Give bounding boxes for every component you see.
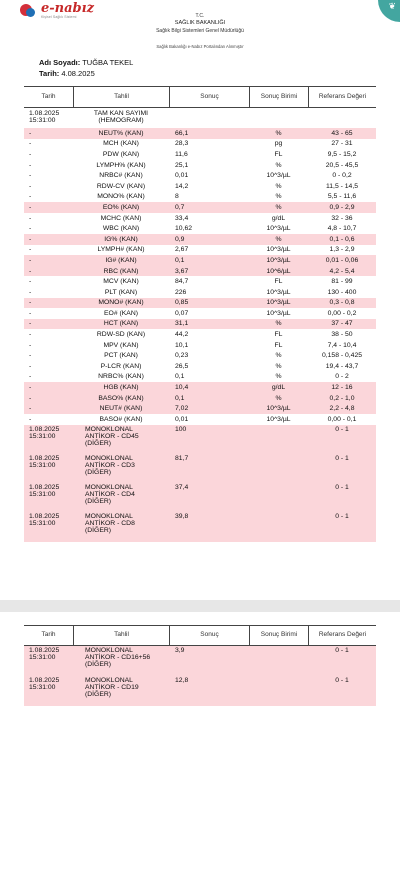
table-row — [24, 149, 376, 160]
row-result: 0,1 — [175, 373, 185, 381]
row-date — [24, 676, 73, 691]
logo-subtitle: Kişisel Sağlık Sistemi — [41, 15, 77, 19]
page-separator — [0, 600, 400, 612]
row-unit: FL — [274, 331, 283, 339]
panel-date: 1.08.2025 15:31:00 — [29, 110, 60, 125]
row-date: - — [29, 235, 32, 243]
row-ref: 0,00 - 0,1 — [327, 415, 357, 423]
row-date: - — [29, 384, 32, 392]
results-rows — [24, 128, 376, 425]
row-test-line: ANTİKOR - CD45 — [85, 432, 139, 440]
row-test: RDW-CV (KAN) — [96, 182, 146, 190]
row-test: EO# (KAN) — [104, 309, 138, 317]
row-result: 0,01 — [175, 172, 189, 180]
logo-name: e-nabız — [41, 1, 94, 16]
row-date — [24, 454, 73, 469]
row-result: 28,3 — [175, 140, 189, 148]
row-unit: % — [275, 235, 282, 243]
table-row — [24, 414, 376, 425]
table-row — [24, 255, 376, 266]
row-date: - — [29, 278, 32, 286]
row-ref: 0,2 - 1,0 — [329, 394, 355, 402]
row-test-line: ANTİKOR - CD4 — [85, 490, 135, 498]
report-date-value: 4.08.2025 — [61, 69, 95, 78]
row-result: 11,6 — [175, 150, 188, 158]
row-test-line: MONOKLONAL — [85, 677, 133, 684]
row-ref: 1,3 - 2,9 — [329, 246, 355, 254]
antibody-row — [24, 646, 376, 676]
report-page-2 — [0, 612, 400, 888]
row-result: 14,2 — [175, 182, 189, 190]
row-test-line: (DİĞER) — [85, 691, 112, 698]
row-test: LYMPH# (KAN) — [97, 246, 145, 254]
row-ref: 0,1 - 0,6 — [329, 235, 355, 243]
row-test: MPV (KAN) — [103, 341, 139, 349]
row-ref: 0,9 - 2,9 — [329, 203, 355, 211]
row-unit: % — [275, 394, 282, 402]
row-unit: FL — [274, 150, 283, 158]
row-date: - — [29, 172, 32, 180]
row-unit: % — [275, 373, 282, 381]
row-test — [73, 676, 169, 698]
row-test: P-LCR (KAN) — [100, 362, 142, 370]
ministry-emblem-icon: ❦ — [378, 0, 400, 22]
results-table-2 — [24, 625, 376, 706]
row-date-day: 1.08.2025 — [29, 483, 60, 491]
row-test: PDW (KAN) — [102, 150, 140, 158]
row-ref: 0,01 - 0,06 — [325, 256, 359, 264]
row-date: - — [29, 352, 32, 360]
row-result: 0,1 — [175, 394, 185, 402]
row-ref: 37 - 47 — [331, 320, 353, 328]
row-result: 31,1 — [175, 320, 189, 328]
row-unit: 10^3/µL — [266, 415, 291, 423]
row-unit: pg — [274, 140, 283, 148]
row-ref: 27 - 31 — [331, 140, 353, 148]
col-result: Sonuç — [169, 87, 249, 107]
table-row — [24, 202, 376, 213]
col-test: Tahlil — [73, 626, 169, 645]
row-result: 0,9 — [175, 235, 185, 243]
row-result: 8 — [175, 193, 179, 201]
row-result: 100 — [175, 425, 187, 433]
row-test: NRBC# (KAN) — [99, 172, 143, 180]
row-ref: 12 - 16 — [331, 384, 353, 392]
row-unit: 10^3/µL — [266, 288, 291, 296]
header-tc: T.C. — [195, 13, 205, 19]
col-test: Tahlil — [73, 87, 169, 107]
row-test-line: (DİĞER) — [85, 526, 112, 534]
row-date: - — [29, 373, 32, 381]
row-unit: g/dL — [271, 214, 286, 222]
table-row — [24, 160, 376, 171]
row-result: 44,2 — [175, 331, 189, 339]
row-date: - — [29, 405, 32, 413]
antibody-row — [24, 512, 376, 542]
col-unit: Sonuç Birimi — [249, 87, 308, 107]
row-ref: 9,5 - 15,2 — [327, 150, 357, 158]
row-result: 2,67 — [175, 246, 189, 254]
row-date-time: 15:31:00 — [29, 519, 56, 527]
row-test: IG# (KAN) — [105, 256, 137, 264]
row-test — [73, 425, 169, 447]
row-ref: 19,4 - 43,7 — [325, 362, 359, 370]
row-date: - — [29, 182, 32, 190]
table-row — [24, 403, 376, 414]
row-unit: % — [275, 362, 282, 370]
row-test: WBC (KAN) — [102, 225, 140, 233]
row-unit: 10^3/µL — [266, 256, 291, 264]
row-result: 39,8 — [175, 512, 189, 520]
row-date — [24, 646, 73, 661]
row-test: NRBC% (KAN) — [98, 373, 144, 381]
row-date: - — [29, 193, 32, 201]
table-row — [24, 308, 376, 319]
row-test: EO% (KAN) — [102, 203, 140, 211]
col-result: Sonuç — [169, 626, 249, 645]
row-ref: 0 - 1 — [335, 677, 349, 684]
table-row — [24, 372, 376, 383]
antibody-row — [24, 454, 376, 483]
row-result: 0,23 — [175, 352, 189, 360]
header-ministry: SAĞLIK BAKANLIĞI — [174, 20, 226, 26]
row-result: 0,01 — [175, 415, 189, 423]
row-test — [73, 454, 169, 476]
row-date: - — [29, 161, 32, 169]
antibody-row — [24, 483, 376, 512]
table-row — [24, 319, 376, 330]
col-ref: Referans Değeri — [308, 87, 376, 107]
header-portal-note: Sağlık Bakanlığı e-Nabız Portalından Alınmıştır — [156, 44, 244, 49]
row-test-line: MONOKLONAL — [85, 483, 133, 491]
row-test — [73, 646, 169, 668]
row-date — [24, 425, 73, 440]
row-ref: 0,3 - 0,8 — [329, 299, 355, 307]
col-date: Tarih — [41, 631, 56, 639]
col-date: Tarih — [41, 92, 56, 100]
row-test — [73, 512, 169, 534]
row-date: - — [29, 214, 32, 222]
row-test: MONO% (KAN) — [97, 193, 145, 201]
row-ref: 0 - 1 — [335, 512, 349, 520]
col-ref: Referans Değeri — [308, 626, 376, 645]
row-unit: % — [275, 352, 282, 360]
row-result: 33,4 — [175, 214, 189, 222]
row-test: IG% (KAN) — [104, 235, 138, 243]
patient-name-label: Adı Soyadı: — [39, 58, 81, 67]
row-test: MCH (KAN) — [103, 140, 139, 148]
row-date: - — [29, 256, 32, 264]
row-ref: 0 - 0,2 — [332, 172, 352, 180]
row-result: 7,02 — [175, 405, 189, 413]
row-test: NEUT# (KAN) — [99, 405, 143, 413]
row-unit: % — [275, 182, 282, 190]
table-row — [24, 139, 376, 150]
report-date — [39, 69, 95, 79]
table-row — [24, 170, 376, 181]
table-row — [24, 361, 376, 372]
row-test-line: (DİĞER) — [85, 439, 112, 447]
row-date: - — [29, 331, 32, 339]
row-test-line: MONOKLONAL — [85, 647, 133, 654]
table-row — [24, 276, 376, 287]
results-table — [24, 86, 376, 542]
row-test-line: (DİĞER) — [85, 661, 112, 668]
row-date: - — [29, 225, 32, 233]
row-result: 0,85 — [175, 299, 189, 307]
header-directorate: Sağlık Bilgi Sistemleri Genel Müdürlüğü — [156, 28, 244, 34]
row-unit: 10^3/µL — [266, 225, 291, 233]
table-header — [24, 86, 376, 108]
report-date-label: Tarih: — [39, 69, 60, 78]
row-result: 26,5 — [175, 362, 189, 370]
row-test: PCT (KAN) — [104, 352, 138, 360]
panel-row — [24, 108, 376, 128]
row-date: - — [29, 203, 32, 211]
row-date: - — [29, 341, 32, 349]
row-result: 3,9 — [175, 647, 185, 654]
row-unit: FL — [274, 341, 283, 349]
row-date: - — [29, 150, 32, 158]
row-test-line: ANTİKOR - CD8 — [85, 519, 135, 527]
col-unit: Sonuç Birimi — [249, 626, 308, 645]
row-date-time: 15:31:00 — [29, 654, 56, 661]
row-unit: g/dL — [271, 384, 286, 392]
row-test-line: (DİĞER) — [85, 468, 112, 476]
row-test: NEUT% (KAN) — [98, 129, 144, 137]
panel-name: TAM KAN SAYIMI (HEMOGRAM) — [93, 110, 149, 125]
row-date-day: 1.08.2025 — [29, 425, 60, 433]
table-row — [24, 128, 376, 139]
row-test-line: MONOKLONAL — [85, 454, 133, 462]
row-test: LYMPH% (KAN) — [96, 161, 146, 169]
table-row — [24, 234, 376, 245]
row-unit: 10^3/µL — [266, 309, 291, 317]
antibody-row — [24, 425, 376, 454]
row-date-day: 1.08.2025 — [29, 647, 60, 654]
row-unit: 10^3/µL — [266, 405, 291, 413]
row-date: - — [29, 267, 32, 275]
row-ref: 0 - 1 — [335, 483, 349, 491]
row-unit: % — [275, 161, 282, 169]
antibody-rows — [24, 425, 376, 542]
table-row — [24, 213, 376, 224]
row-test-line: MONOKLONAL — [85, 512, 133, 520]
row-unit: 10^3/µL — [266, 299, 291, 307]
row-date — [24, 512, 73, 527]
row-result: 81,7 — [175, 454, 189, 462]
row-test: MCV (KAN) — [103, 278, 139, 286]
row-ref: 4,8 - 10,7 — [327, 225, 357, 233]
row-result: 3,67 — [175, 267, 189, 275]
row-date: - — [29, 299, 32, 307]
patient-name-value: TUĞBA TEKEL — [82, 58, 134, 67]
row-unit: % — [275, 193, 282, 201]
row-result: 37,4 — [175, 483, 189, 491]
row-ref: 2,2 - 4,8 — [329, 405, 355, 413]
row-ref: 11,5 - 14,5 — [326, 182, 358, 190]
table-row — [24, 266, 376, 277]
row-date: - — [29, 288, 32, 296]
row-date: - — [29, 362, 32, 370]
row-result: 84,7 — [175, 278, 189, 286]
row-date: - — [29, 415, 32, 423]
row-date: - — [29, 309, 32, 317]
row-ref: 0,158 - 0,425 — [321, 352, 363, 360]
patient-name — [39, 58, 133, 68]
row-test: MONO# (KAN) — [98, 299, 144, 307]
row-ref: 0 - 1 — [335, 647, 349, 654]
table-row — [24, 393, 376, 404]
table-row — [24, 329, 376, 340]
antibody-row — [24, 676, 376, 706]
row-ref: 0 - 1 — [335, 454, 349, 462]
row-date-time: 15:31:00 — [29, 432, 56, 440]
row-ref: 7,4 - 10,4 — [327, 341, 357, 349]
row-date-time: 15:31:00 — [29, 490, 56, 498]
row-ref: 32 - 36 — [331, 214, 353, 222]
row-date-day: 1.08.2025 — [29, 512, 60, 520]
table-row — [24, 340, 376, 351]
row-test: HCT (KAN) — [103, 320, 139, 328]
row-ref: 130 - 400 — [327, 288, 357, 296]
table-row — [24, 223, 376, 234]
antibody-rows-2 — [24, 646, 376, 706]
table-header-2 — [24, 625, 376, 646]
row-date-time: 15:31:00 — [29, 684, 56, 691]
row-test: RBC (KAN) — [103, 267, 139, 275]
table-row — [24, 298, 376, 309]
row-result: 12,8 — [175, 677, 189, 684]
row-ref: 38 - 50 — [331, 331, 353, 339]
table-row — [24, 245, 376, 256]
row-date: - — [29, 394, 32, 402]
row-unit: 10^3/µL — [266, 246, 291, 254]
row-test: MCHC (KAN) — [100, 214, 142, 222]
row-test-line: MONOKLONAL — [85, 425, 133, 433]
row-ref: 0,00 - 0,2 — [327, 309, 357, 317]
row-date-day: 1.08.2025 — [29, 677, 60, 684]
table-row — [24, 382, 376, 393]
row-test-line: ANTİKOR - CD3 — [85, 461, 135, 469]
row-result: 66,1 — [175, 129, 189, 137]
row-test-line: ANTİKOR - CD16+56 — [85, 654, 151, 661]
table-row — [24, 192, 376, 203]
row-result: 226 — [175, 288, 187, 296]
row-result: 10,62 — [175, 225, 193, 233]
row-date-time: 15:31:00 — [29, 461, 56, 469]
row-date: - — [29, 140, 32, 148]
row-unit: % — [275, 320, 282, 328]
table-row — [24, 350, 376, 361]
row-result: 10,4 — [175, 384, 189, 392]
row-ref: 81 - 99 — [331, 278, 353, 286]
row-unit: 10^6/µL — [266, 267, 291, 275]
row-ref: 0 - 1 — [335, 425, 349, 433]
row-ref: 43 - 65 — [331, 129, 353, 137]
table-row — [24, 287, 376, 298]
row-test: PLT (KAN) — [104, 288, 138, 296]
row-unit: FL — [274, 278, 283, 286]
row-unit: 10^3/µL — [266, 172, 291, 180]
row-result: 0,7 — [175, 203, 185, 211]
row-test — [73, 483, 169, 505]
row-unit: % — [275, 203, 282, 211]
row-date: - — [29, 246, 32, 254]
row-ref: 4,2 - 5,4 — [329, 267, 355, 275]
row-test: HGB (KAN) — [103, 384, 139, 392]
row-result: 25,1 — [175, 161, 189, 169]
row-result: 0,07 — [175, 309, 189, 317]
row-date-day: 1.08.2025 — [29, 454, 60, 462]
row-result: 0,1 — [175, 256, 185, 264]
row-date — [24, 483, 73, 498]
row-test-line: ANTİKOR - CD19 — [85, 684, 139, 691]
row-result: 10,1 — [175, 341, 189, 349]
row-date: - — [29, 320, 32, 328]
row-test: RDW-SD (KAN) — [96, 331, 146, 339]
row-test: BASO% (KAN) — [98, 394, 144, 402]
row-ref: 0 - 2 — [335, 373, 349, 381]
row-ref: 5,5 - 11,6 — [327, 193, 357, 201]
row-test-line: (DİĞER) — [85, 497, 112, 505]
row-test: BASO# (KAN) — [99, 415, 143, 423]
row-date: - — [29, 129, 32, 137]
row-ref: 20,5 - 45,5 — [325, 161, 359, 169]
row-unit: % — [275, 129, 282, 137]
table-row — [24, 181, 376, 192]
